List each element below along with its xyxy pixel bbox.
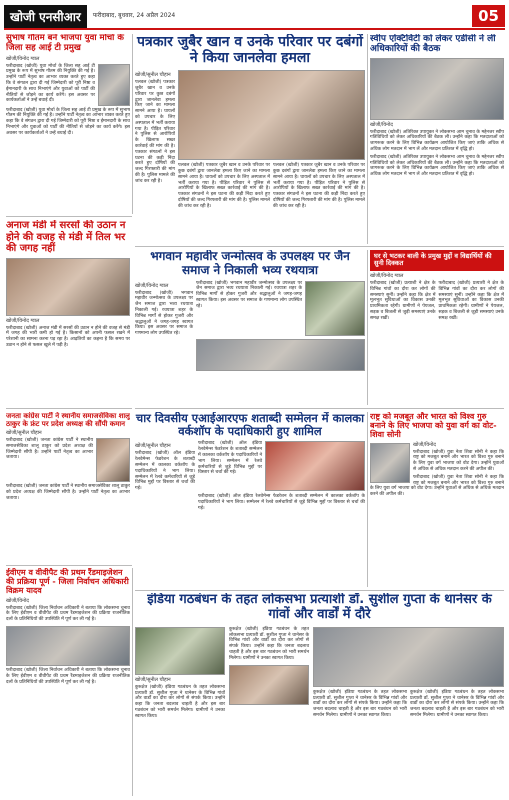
story-body: फरीदाबाद (खोजी) अतिरिक्त उपायुक्त ने लोकसभा आम चुनाव के मद्देनजर स्वीप गतिविधियों को लेकर अधिकारियों की बैठक ली। उन्होंने कहा कि मतदाताओं को जागरूक करने के लिए विभिन्न कार्यक्रम आयोजित किए जाएं ताकि अधिक से अधिक लोग मतदान में भाग लें और मतदान प्रतिशत में वृद्धि हो। <box>370 129 504 153</box>
story-body-col2: पलवल (खोजी) पत्रकार जुबैर खान व उनके परिवार पर कुछ दबंगों द्वारा जानलेवा हमला किए जाने का मामला सामने आया है। घायलों को उपचार के लिए अस्पताल में भर्ती कराया गया है। पीड़ित परिवार ने पुलिस से आरोपियों के खिलाफ सख्त कार्रवाई की मांग की है। पत्रकार संगठनों ने इस घटना की कड़ी निंदा करते हुए दोषियों की जल्द गिरफ्तारी की मांग की है। पुलिस मामले की जांच कर रही है। <box>178 163 270 209</box>
byline: खोजी/विनोद <box>6 597 29 604</box>
story-janta-congress <box>6 412 130 562</box>
story-airf-conference <box>135 412 365 587</box>
story-body-col3: पलवल (खोजी) पत्रकार जुबैर खान व उनके परिवार पर कुछ दबंगों द्वारा जानलेवा हमला किए जाने का मामला सामने आया है। घायलों को उपचार के लिए अस्पताल में भर्ती कराया गया है। पीड़ित परिवार ने पुलिस से आरोपियों के खिलाफ सख्त कार्रवाई की मांग की है। पत्रकार संगठनों ने इस घटना की कड़ी निंदा करते हुए दोषियों की जल्द गिरफ्तारी की मांग की है। पुलिस मामले की जांच कर रही है। <box>273 163 365 209</box>
headline-bar <box>370 250 504 271</box>
byline: खोजी/सुनील चौहान <box>135 676 171 683</box>
story-candidate-villages <box>370 250 504 405</box>
story-body-continued: फरीदाबाद (खोजी) जनता कांग्रेस पार्टी ने स्थानीय समाजसेविका शालू ठाकुर को प्रदेश अध्यक्ष की जिम्मेदारी सौंपी है। उन्होंने पार्टी नेतृत्व का आभार जताया। <box>6 484 130 501</box>
rathyatra-photo <box>305 281 365 336</box>
story-subhash-gautam <box>6 34 130 214</box>
headline: सुभाष गौतम बने भाजपा युवा मोर्चा के जिला सह आई टी प्रमुख <box>6 34 124 53</box>
headline: इंडिया गठबंधन के तहत लोकसभा प्रत्याशी डॉ. सुशील गुप्ता के थानेसर के गांवों और वार्डों में दौरे <box>147 593 492 622</box>
byline: खोजी/सुनील चौहान <box>6 430 42 437</box>
portrait-photo <box>370 443 410 483</box>
headline: पत्रकार जुबैर खान व उनके परिवार पर दबंगों ने किया जानलेवा हमला <box>137 34 363 67</box>
story-grain-market <box>6 220 130 405</box>
column-divider <box>132 568 133 796</box>
masthead <box>4 4 505 30</box>
byline: खोजी/विनोद ग्वाल <box>370 272 404 279</box>
headline: चार दिवसीय एआईआरएफ शताब्दी सम्मेलन में कालका वर्कशॉप के पदाधिकारी हुए शामिल <box>135 412 365 439</box>
byline: खोजी/विनोद ग्वाल <box>6 55 40 62</box>
column-divider <box>367 412 368 587</box>
headline: ईवीएम व वीवीपैट की प्रथम रैंडमाइजेशन की प्रक्रिया पूर्ण - जिला निर्वाचन अधिकारी विक्रम यादव <box>6 568 129 596</box>
story-body: फरीदाबाद (खोजी) युवा मोर्चा के जिला सह आई टी प्रमुख के रूप में सुभाष गौतम की नियुक्ति की गई है। उन्होंने पार्टी नेतृत्व का आभार व्यक्त करते हुए कहा कि वे संगठन द्वारा दी गई जिम्मेदारी को पूरी निष्ठा व ईमानदारी के साथ निभाएंगे और युवाओं को पार्टी की नीतियों से जोड़ने का कार्य करेंगे। इस अवसर पर कार्यकर्ताओं ने उन्हें बधाई दी। <box>6 63 95 104</box>
grain-market-photo <box>6 258 130 316</box>
byline: खोजी/सुनील चौहान <box>135 443 171 450</box>
story-body-col3: फरीदाबाद (खोजी) ऑल इंडिया रेलवेमेन्स फेडरेशन के शताब्दी सम्मेलन में कालका वर्कशॉप के पदाधिकारियों ने भाग लिया। सम्मेलन में रेलवे कर्मचारियों से जुड़े विभिन्न मुद्दों पर विस्तार से चर्चा की गई। <box>198 494 365 512</box>
headline: जनता कांग्रेस पार्टी ने स्थानीय समाजसेविका शालू ठाकुर के फ्रंट पर प्रदेश अध्यक्ष की सौंपी कमान <box>6 412 130 429</box>
story-body: फरीदाबाद (खोजी) जनता कांग्रेस पार्टी ने स्थानीय समाजसेविका शालू ठाकुर को प्रदेश अध्यक्ष की जिम्मेदारी सौंपी है। उन्होंने पार्टी नेतृत्व का आभार जताया। <box>6 438 93 461</box>
story-body-continued: फरीदाबाद (खोजी) अतिरिक्त उपायुक्त ने लोकसभा आम चुनाव के मद्देनजर स्वीप गतिविधियों को लेकर अधिकारियों की बैठक ली। उन्होंने कहा कि मतदाताओं को जागरूक करने के लिए विभिन्न कार्यक्रम आयोजित किए जाएं ताकि अधिक से अधिक लोग मतदान में भाग लें और मतदान प्रतिशत में वृद्धि हो। <box>370 154 504 178</box>
story-sweep-meeting <box>370 34 504 244</box>
byline: खोजी/विनोद ग्वाल <box>135 282 169 289</box>
hospital-photo <box>178 70 365 160</box>
campaign-photo-3 <box>313 627 504 687</box>
story-body-col2: फरीदाबाद (खोजी) भगवान महावीर जन्मोत्सव के उपलक्ष्य पर जैन समाज द्वारा भव्य रथयात्रा निकाली गई। रथयात्रा शहर के विभिन्न मार्गों से होकर गुजरी और श्रद्धालुओं ने जगह-जगह स्वागत किया। इस अवसर पर समाज के गणमान्य लोग उपस्थित रहे। <box>196 280 302 309</box>
story-body-col3: कुरुक्षेत्र (खोजी) इंडिया गठबंधन के तहत लोकसभा प्रत्याशी डॉ. सुशील गुप्ता ने थानेसर के विभिन्न गांवों और वार्डों का दौरा कर लोगों से संपर्क किया। उन्होंने कहा कि जनता बदलाव चाहती है और इस बार गठबंधन को भारी समर्थन मिलेगा। ग्रामीणों ने उनका स्वागत किया। <box>313 689 407 719</box>
story-body-continued: फरीदाबाद (खोजी) युवा नेता शिवा सोनी ने कहा कि राष्ट्र को मजबूत बनाने और भारत को विश्व गुरु बनाने के लिए युवा वर्ग भाजपा को वोट देगा। उन्होंने युवाओं से अधिक से अधिक मतदान करने की अपील की। <box>370 474 504 498</box>
story-journalist-attack <box>135 34 365 244</box>
story-body: कुरुक्षेत्र (खोजी) इंडिया गठबंधन के तहत लोकसभा प्रत्याशी डॉ. सुशील गुप्ता ने थानेसर के विभिन्न गांवों और वार्डों का दौरा कर लोगों से संपर्क किया। उन्होंने कहा कि जनता बदलाव चाहती है और इस बार गठबंधन को भारी समर्थन मिलेगा। ग्रामीणों ने उनका स्वागत किया। <box>135 684 225 719</box>
byline: खोजी/सुनील चौहान <box>135 72 171 79</box>
story-body: फरीदाबाद (खोजी) युवा नेता शिवा सोनी ने कहा कि राष्ट्र को मजबूत बनाने और भारत को विश्व गुरु बनाने के लिए युवा वर्ग भाजपा को वोट देगा। उन्होंने युवाओं से अधिक से अधिक मतदान करने की अपील की। <box>413 449 504 472</box>
section-divider <box>135 408 504 409</box>
story-body-col2: कुरुक्षेत्र (खोजी) इंडिया गठबंधन के तहत लोकसभा प्रत्याशी डॉ. सुशील गुप्ता ने थानेसर के विभिन्न गांवों और वार्डों का दौरा कर लोगों से संपर्क किया। उन्होंने कहा कि जनता बदलाव चाहती है और इस बार गठबंधन को भारी समर्थन मिलेगा। ग्रामीणों ने उनका स्वागत किया। <box>229 626 309 661</box>
byline: खोजी/विनोद ग्वाल <box>6 317 40 324</box>
story-body: फरीदाबाद (खोजी) ऑल इंडिया रेलवेमेन्स फेडरेशन के शताब्दी सम्मेलन में कालका वर्कशॉप के पदाधिकारियों ने भाग लिया। सम्मेलन में रेलवे कर्मचारियों से जुड़े विभिन्न मुद्दों पर विस्तार से चर्चा की गई। <box>135 451 195 492</box>
headline: घर से भटकर बाली के प्रमुख मुद्दों व विद्यार्थियों की सुनी दिक्कत <box>374 252 492 268</box>
campaign-photo-1 <box>135 627 225 675</box>
byline: खोजी/विनोद <box>370 121 393 128</box>
conference-photo <box>265 441 365 491</box>
section-divider <box>6 565 132 566</box>
headline: भगवान महावीर जन्मोत्सव के उपलक्ष्य पर जैन समाज ने निकाली भव्य रथयात्रा <box>150 250 350 277</box>
section-divider <box>135 590 504 591</box>
story-body-col2: फरीदाबाद (खोजी) ऑल इंडिया रेलवेमेन्स फेडरेशन के शताब्दी सम्मेलन में कालका वर्कशॉप के पदाधिकारियों ने भाग लिया। सम्मेलन में रेलवे कर्मचारियों से जुड़े विभिन्न मुद्दों पर विस्तार से चर्चा की गई। <box>198 441 262 476</box>
randomization-photo <box>6 626 130 666</box>
masthead-meta: फरीदाबाद, बुधवार, 24 अप्रैल 2024 <box>92 12 176 19</box>
section-divider <box>6 408 132 409</box>
story-body-col4: कुरुक्षेत्र (खोजी) इंडिया गठबंधन के तहत लोकसभा प्रत्याशी डॉ. सुशील गुप्ता ने थानेसर के विभिन्न गांवों और वार्डों का दौरा कर लोगों से संपर्क किया। उन्होंने कहा कि जनता बदलाव चाहती है और इस बार गठबंधन को भारी समर्थन मिलेगा। ग्रामीणों ने उनका स्वागत किया। <box>410 689 504 719</box>
meeting-photo <box>370 58 504 120</box>
story-body: फरीदाबाद (खोजी) प्रत्याशी ने क्षेत्र के विभिन्न गांवों का दौरा कर लोगों की समस्याएं सुनीं। उन्होंने कहा कि क्षेत्र में मूलभूत सुविधाओं का विकास उनकी प्राथमिकता रहेगी। ग्रामीणों ने पेयजल, सड़क व बिजली से जुड़ी समस्याएं उनके समक्ष रखीं। <box>370 280 436 321</box>
story-body: फरीदाबाद (खोजी) अनाज मंडी में सरसों की उठान न होने की वजह से मंडी में जगह की भारी कमी हो गई है। किसानों को अपनी फसल रखने में परेशानी का सामना करना पड़ रहा है। आढ़तियों का कहना है कि समय पर उठान न होने से फसल खुले में पड़ी है। <box>6 325 130 348</box>
column-divider <box>367 34 368 244</box>
story-evm-randomization <box>6 568 130 796</box>
column-divider <box>367 250 368 405</box>
campaign-photo-2 <box>229 665 309 705</box>
headline: राष्ट्र को मजबूत और भारत को विश्व गुरु बनाने के लिए भाजपा को युवा वर्ग का वोट- शिवा सोनी <box>370 412 497 440</box>
headline: अनाज मंडी में सरसों की उठान न होने की वजह से मंडी में तिल भर की जगह नहीं <box>6 220 126 254</box>
column-divider <box>132 34 133 214</box>
newspaper-brand: खोजी एनसीआर <box>4 5 87 28</box>
section-divider <box>6 216 132 217</box>
story-shiva-soni <box>370 412 504 587</box>
story-jain-rathyatra <box>135 250 365 405</box>
story-body: पलवल (खोजी) पत्रकार जुबैर खान व उनके परिवार पर कुछ दबंगों द्वारा जानलेवा हमला किए जाने का मामला सामने आया है। घायलों को उपचार के लिए अस्पताल में भर्ती कराया गया है। पीड़ित परिवार ने पुलिस से आरोपियों के खिलाफ सख्त कार्रवाई की मांग की है। पत्रकार संगठनों ने इस घटना की कड़ी निंदा करते हुए दोषियों की जल्द गिरफ्तारी की मांग की है। पुलिस मामले की जांच कर रही है। <box>135 80 175 184</box>
headline: स्वीप एक्टिविटी को लेकर एडीसी ने ली अधिकारियों की बैठक <box>370 34 496 55</box>
story-body-continued: फरीदाबाद (खोजी) युवा मोर्चा के जिला सह आई टी प्रमुख के रूप में सुभाष गौतम की नियुक्ति की गई है। उन्होंने पार्टी नेतृत्व का आभार व्यक्त करते हुए कहा कि वे संगठन द्वारा दी गई जिम्मेदारी को पूरी निष्ठा व ईमानदारी के साथ निभाएंगे और युवाओं को पार्टी की नीतियों से जोड़ने का कार्य करेंगे। इस अवसर पर कार्यकर्ताओं ने उन्हें बधाई दी। <box>6 107 130 136</box>
page-number: 05 <box>472 5 505 27</box>
portrait-photo <box>96 438 130 482</box>
story-sushil-gupta <box>135 593 504 796</box>
procession-photo <box>196 339 365 371</box>
story-body: फरीदाबाद (खोजी) जिला निर्वाचन अधिकारी ने बताया कि लोकसभा चुनाव के लिए ईवीएम व वीवीपैट की प्रथम रैंडमाइजेशन की प्रक्रिया राजनीतिक दलों के प्रतिनिधियों की उपस्थिति में पूर्ण कर ली गई है। <box>6 605 130 623</box>
section-divider <box>135 246 504 247</box>
story-body: फरीदाबाद (खोजी) भगवान महावीर जन्मोत्सव के उपलक्ष्य पर जैन समाज द्वारा भव्य रथयात्रा निकाली गई। रथयात्रा शहर के विभिन्न मार्गों से होकर गुजरी और श्रद्धालुओं ने जगह-जगह स्वागत किया। इस अवसर पर समाज के गणमान्य लोग उपस्थित रहे। <box>135 290 193 337</box>
story-body-continued: फरीदाबाद (खोजी) जिला निर्वाचन अधिकारी ने बताया कि लोकसभा चुनाव के लिए ईवीएम व वीवीपैट की प्रथम रैंडमाइजेशन की प्रक्रिया राजनीतिक दलों के प्रतिनिधियों की उपस्थिति में पूर्ण कर ली गई है। <box>6 667 130 685</box>
byline: खोजी/विनोद <box>413 441 436 448</box>
portrait-photo <box>98 64 130 106</box>
story-body-col2: फरीदाबाद (खोजी) प्रत्याशी ने क्षेत्र के विभिन्न गांवों का दौरा कर लोगों की समस्याएं सुनीं। उन्होंने कहा कि क्षेत्र में मूलभूत सुविधाओं का विकास उनकी प्राथमिकता रहेगी। ग्रामीणों ने पेयजल, सड़क व बिजली से जुड़ी समस्याएं उनके समक्ष रखीं। <box>438 280 504 321</box>
